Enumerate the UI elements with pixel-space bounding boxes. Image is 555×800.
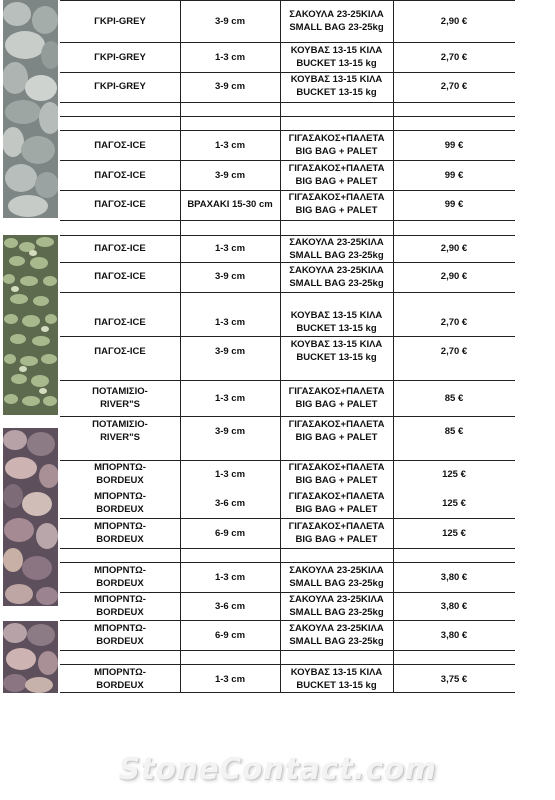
package-cell-line: SMALL BAG 23-25kg: [289, 277, 384, 289]
package-cell-line: ΚΟΥΒΑΣ 13-15 ΚΙΛΑ: [290, 45, 383, 56]
package-cell-line: ΓΙΓΑΣΑΚΟΣ+ΠΑΛΕΤΑ: [288, 386, 385, 397]
price-cell: 99 €: [444, 198, 464, 210]
package-cell: [280, 72, 393, 100]
table-row: [60, 488, 515, 518]
grey-pebbles-image: [3, 0, 58, 218]
row-divider: [60, 102, 515, 103]
package-cell: [280, 488, 393, 518]
stone-name-cell-line: ΜΠΟΡΝΤΩ-: [94, 667, 146, 678]
size-cell: 3-9 cm: [214, 15, 246, 27]
stone-name-cell-line: RIVER"S: [100, 432, 140, 443]
price-cell: 85 €: [444, 425, 464, 437]
ice-gravel-image: [3, 235, 58, 415]
size-cell: 1-3 cm: [214, 673, 246, 685]
package-cell-line: SMALL BAG 23-25kg: [289, 636, 384, 647]
price-cell: 2,90 €: [440, 243, 468, 254]
table-row: [60, 42, 515, 72]
size-cell: 6-9 cm: [214, 629, 246, 641]
package-cell: [280, 336, 393, 366]
size-cell: 3-9 cm: [214, 425, 246, 437]
package-cell-line: ΓΙΓΑΣΑΚΟΣ+ΠΑΛΕΤΑ: [288, 419, 385, 430]
table-row: [60, 235, 515, 262]
package-cell: [280, 262, 393, 291]
table-row: [60, 562, 515, 592]
stone-name-cell-line: BORDEUX: [96, 504, 144, 515]
package-cell-line: ΓΙΓΑΣΑΚΟΣ+ΠΑΛΕΤΑ: [288, 491, 385, 502]
stone-name-cell: [60, 488, 180, 518]
package-cell-line: ΣΑΚΟΥΛΑ 23-25ΚΙΛΑ: [289, 594, 384, 605]
package-cell-line: BUCKET 13-15 kg: [296, 680, 377, 691]
package-cell-line: ΚΟΥΒΑΣ 13-15 ΚΙΛΑ: [290, 339, 383, 350]
stone-name-cell: ΠΑΓΟΣ-ICE: [94, 243, 146, 254]
price-cell: 3,80 €: [440, 600, 468, 612]
stone-name-cell-line: BORDEUX: [96, 475, 144, 486]
price-cell: 2,90 €: [440, 271, 468, 282]
stone-name-cell-line: ΜΠΟΡΝΤΩ-: [94, 491, 146, 502]
size-cell: 1-3 cm: [214, 51, 246, 63]
table-row: [60, 620, 515, 650]
package-cell: [280, 380, 393, 416]
package-cell-line: SMALL BAG 23-25kg: [289, 578, 384, 589]
package-cell-line: ΣΑΚΟΥΛΑ 23-25ΚΙΛΑ: [289, 264, 384, 276]
package-cell-line: ΣΑΚΟΥΛΑ 23-25ΚΙΛΑ: [289, 565, 384, 576]
table-row: [60, 160, 515, 190]
table-row: [60, 380, 515, 416]
stone-name-cell-line: RIVER"S: [100, 399, 140, 410]
stone-name-cell-line: ΜΠΟΡΝΤΩ-: [94, 565, 146, 576]
stone-name-cell: ΠΑΓΟΣ-ICE: [94, 198, 146, 210]
package-cell-line: ΚΟΥΒΑΣ 13-15 ΚΙΛΑ: [290, 667, 383, 678]
stone-name-cell-line: ΜΠΟΡΝΤΩ-: [94, 462, 146, 473]
stone-name-cell-line: BORDEUX: [96, 578, 144, 589]
package-cell: [280, 190, 393, 218]
package-cell: [280, 130, 393, 160]
price-table: [60, 0, 515, 693]
row-divider: [60, 548, 515, 549]
package-cell-line: BIG BAG + PALET: [295, 399, 378, 410]
price-cell: 125 €: [442, 527, 466, 539]
package-cell-line: ΓΙΓΑΣΑΚΟΣ+ΠΑΛΕΤΑ: [288, 462, 385, 473]
price-cell: 125 €: [442, 497, 466, 509]
package-cell-line: ΓΙΓΑΣΑΚΟΣ+ΠΑΛΕΤΑ: [288, 521, 385, 532]
stone-name-cell-line: BORDEUX: [96, 607, 144, 618]
table-row: [60, 592, 515, 620]
row-divider: [60, 650, 515, 651]
package-cell: [280, 664, 393, 694]
size-cell: ΒΡΑΧΑΚΙ 15-30 cm: [187, 198, 273, 210]
package-cell-line: BIG BAG + PALET: [295, 205, 378, 216]
price-cell: 2,70 €: [440, 345, 468, 357]
package-cell-line: ΣΑΚΟΥΛΑ 23-25ΚΙΛΑ: [289, 9, 384, 20]
package-cell-line: SMALL BAG 23-25kg: [289, 22, 384, 33]
stone-name-cell: [60, 416, 180, 446]
price-cell: 2,90 €: [440, 15, 468, 27]
stone-name-cell-line: BORDEUX: [96, 680, 144, 691]
row-divider: [60, 220, 515, 221]
table-row: [60, 336, 515, 366]
stone-name-cell-line: ΜΠΟΡΝΤΩ-: [94, 623, 146, 634]
table-row: [60, 72, 515, 100]
stone-name-cell: ΠΑΓΟΣ-ICE: [94, 271, 146, 282]
package-cell-line: SMALL BAG 23-25kg: [289, 249, 384, 261]
table-row: [60, 0, 515, 42]
stone-name-cell: ΠΑΓΟΣ-ICE: [94, 345, 146, 357]
package-cell: [280, 235, 393, 262]
price-cell: 3,80 €: [440, 629, 468, 641]
table-row: [60, 664, 515, 694]
stone-name-cell: [60, 664, 180, 694]
size-cell: 6-9 cm: [214, 527, 246, 539]
package-cell: [280, 562, 393, 592]
price-cell: 125 €: [442, 468, 466, 480]
package-cell-line: BIG BAG + PALET: [295, 475, 378, 486]
package-cell-line: BIG BAG + PALET: [295, 432, 378, 443]
bordeaux-pebbles-image: [3, 428, 58, 606]
stone-name-cell: ΓΚΡΙ-GREY: [94, 15, 146, 27]
stone-name-cell: ΠΑΓΟΣ-ICE: [94, 139, 146, 151]
package-cell-line: ΚΟΥΒΑΣ 13-15 ΚΙΛΑ: [290, 310, 383, 321]
package-cell-line: ΓΙΓΑΣΑΚΟΣ+ΠΑΛΕΤΑ: [288, 133, 385, 144]
stone-name-cell: ΓΚΡΙ-GREY: [94, 80, 146, 92]
stone-name-cell-line: ΠΟΤΑΜΙΣΙΟ-: [92, 386, 148, 397]
price-cell: 99 €: [444, 169, 464, 181]
package-cell-line: BIG BAG + PALET: [295, 504, 378, 515]
table-row: [60, 416, 515, 446]
price-cell: 2,70 €: [440, 51, 468, 63]
package-cell-line: BUCKET 13-15 kg: [296, 352, 377, 363]
size-cell: 3-6 cm: [214, 600, 246, 612]
size-cell: 3-6 cm: [214, 497, 246, 509]
row-divider: [60, 116, 515, 117]
price-cell: 3,75 €: [440, 673, 468, 685]
size-cell: 1-3 cm: [214, 468, 246, 480]
size-cell: 1-3 cm: [214, 571, 246, 583]
stone-name-cell-line: ΜΠΟΡΝΤΩ-: [94, 594, 146, 605]
package-cell-line: ΓΙΓΑΣΑΚΟΣ+ΠΑΛΕΤΑ: [288, 163, 385, 174]
table-row: [60, 262, 515, 291]
stone-name-cell: [60, 380, 180, 416]
package-cell-line: BUCKET 13-15 kg: [296, 323, 377, 334]
table-row: [60, 308, 515, 336]
stone-name-cell: [60, 620, 180, 650]
size-cell: 1-3 cm: [214, 392, 246, 404]
size-cell: 1-3 cm: [214, 316, 246, 328]
size-cell: 3-9 cm: [214, 80, 246, 92]
stone-name-cell: [60, 460, 180, 488]
stone-name-cell: ΠΑΓΟΣ-ICE: [94, 169, 146, 181]
stone-name-cell: ΓΚΡΙ-GREY: [94, 51, 146, 63]
package-cell: [280, 518, 393, 548]
package-cell-line: BIG BAG + PALET: [295, 146, 378, 157]
package-cell: [280, 620, 393, 650]
price-cell: 99 €: [444, 139, 464, 151]
stone-name-cell-line: BORDEUX: [96, 534, 144, 545]
size-cell: 3-9 cm: [214, 345, 246, 357]
package-cell: [280, 0, 393, 42]
table-row: [60, 190, 515, 218]
stone-name-cell-line: ΠΟΤΑΜΙΣΙΟ-: [92, 419, 148, 430]
table-row: [60, 130, 515, 160]
stone-name-cell: ΠΑΓΟΣ-ICE: [94, 316, 146, 328]
stone-name-cell: [60, 518, 180, 548]
price-cell: 85 €: [444, 392, 464, 404]
table-row: [60, 518, 515, 548]
package-cell: [280, 460, 393, 488]
row-divider: [60, 292, 515, 293]
size-cell: 3-9 cm: [214, 271, 246, 282]
watermark: StoneContact.com: [118, 752, 437, 787]
price-cell: 3,80 €: [440, 571, 468, 583]
price-cell: 2,70 €: [440, 316, 468, 328]
size-cell: 1-3 cm: [214, 243, 246, 254]
package-cell-line: ΣΑΚΟΥΛΑ 23-25ΚΙΛΑ: [289, 236, 384, 248]
package-cell-line: BIG BAG + PALET: [295, 534, 378, 545]
table-row: [60, 460, 515, 488]
stone-name-cell: [60, 562, 180, 592]
package-cell: [280, 308, 393, 336]
package-cell-line: SMALL BAG 23-25kg: [289, 607, 384, 618]
package-cell-line: BIG BAG + PALET: [295, 176, 378, 187]
package-cell: [280, 416, 393, 446]
bordeaux-pebbles-image-2: [3, 621, 58, 693]
stone-name-cell: [60, 592, 180, 620]
stone-name-cell-line: ΜΠΟΡΝΤΩ-: [94, 521, 146, 532]
stone-name-cell-line: BORDEUX: [96, 636, 144, 647]
package-cell-line: ΚΟΥΒΑΣ 13-15 ΚΙΛΑ: [290, 74, 383, 85]
package-cell-line: BUCKET 13-15 kg: [296, 58, 377, 69]
package-cell: [280, 42, 393, 72]
package-cell-line: ΣΑΚΟΥΛΑ 23-25ΚΙΛΑ: [289, 623, 384, 634]
package-cell-line: ΓΙΓΑΣΑΚΟΣ+ΠΑΛΕΤΑ: [288, 192, 385, 203]
package-cell-line: BUCKET 13-15 kg: [296, 87, 377, 98]
package-cell: [280, 160, 393, 190]
size-cell: 1-3 cm: [214, 139, 246, 151]
price-cell: 2,70 €: [440, 80, 468, 92]
size-cell: 3-9 cm: [214, 169, 246, 181]
package-cell: [280, 592, 393, 620]
